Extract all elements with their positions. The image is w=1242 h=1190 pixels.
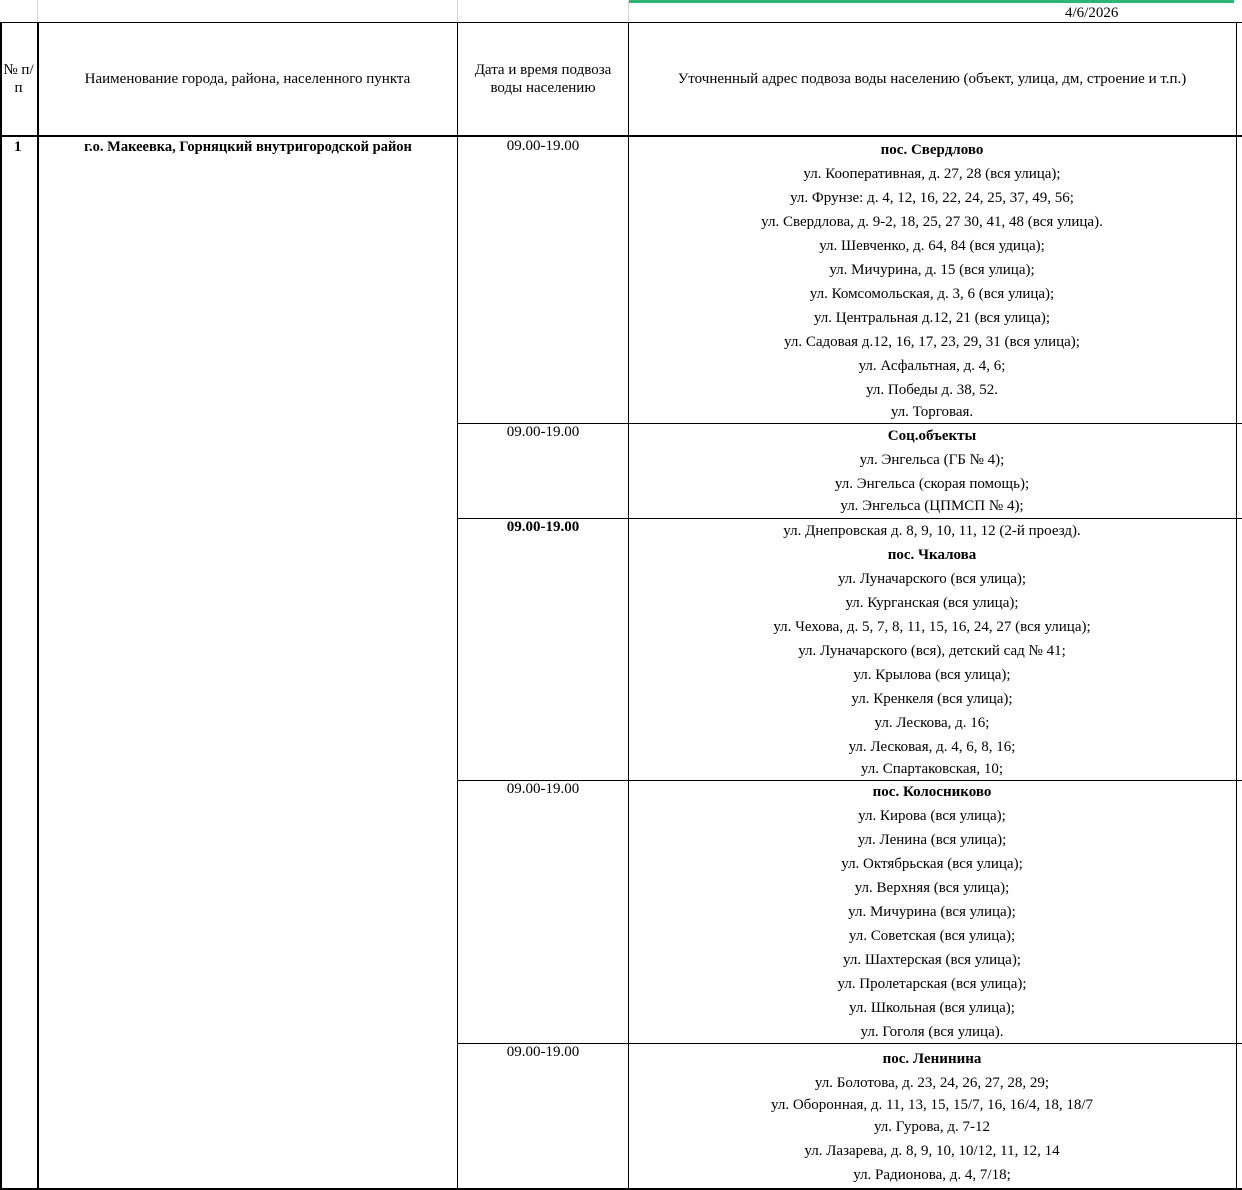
address-line: ул. Верхняя (вся улица); bbox=[854, 880, 1010, 896]
settlement-name: пос. Колосниково bbox=[872, 784, 992, 800]
table-border bbox=[457, 22, 458, 1190]
address-line: ул. Садовая д.12, 16, 17, 23, 29, 31 (вся улица); bbox=[784, 334, 1080, 350]
city-name: г.о. Макеевка, Горняцкий внутригородской район bbox=[84, 139, 412, 155]
address-block bbox=[630, 519, 1234, 779]
address-line: ул. Мичурина, д. 15 (вся улица); bbox=[829, 262, 1035, 278]
column-header-address: Уточненный адрес подвоза воды населению (объект, улица, дм, строение и т.п.) bbox=[677, 70, 1187, 87]
address-line: ул. Комсомольская, д. 3, 6 (вся улица); bbox=[809, 286, 1055, 302]
column-header-num: № п/п bbox=[3, 61, 34, 96]
address-line: ул. Кирова (вся улица); bbox=[858, 808, 1006, 824]
address-line: ул. Мичурина (вся улица); bbox=[848, 904, 1016, 920]
address-line: ул. Луначарского (вся улица); bbox=[837, 571, 1027, 587]
delivery-time: 09.00-19.00 bbox=[506, 519, 580, 535]
address-line: ул. Шевченко, д. 64, 84 (вся удица); bbox=[819, 238, 1045, 254]
address-line: ул. Торговая. bbox=[890, 404, 974, 420]
address-line: ул. Советская (вся улица); bbox=[848, 928, 1016, 944]
column-header-city: Наименование города, района, населенного пункта bbox=[84, 70, 411, 87]
address-line: ул. Кооперативная, д. 27, 28 (вся улица); bbox=[803, 166, 1061, 182]
address-line: ул. Чехова, д. 5, 7, 8, 11, 15, 16, 24, 27 (вся улица); bbox=[773, 619, 1091, 635]
address-line: ул. Свердлова, д. 9-2, 18, 25, 27 30, 41, 48 (вся улица). bbox=[761, 214, 1103, 230]
column-header-time: Дата и время подвоза воды населению bbox=[474, 61, 612, 96]
address-line: ул. Спартаковская, 10; bbox=[860, 761, 1004, 777]
address-block bbox=[630, 780, 1234, 1044]
address-line: ул. Ленина (вся улица); bbox=[857, 832, 1007, 848]
address-line: ул. Болотова, д. 23, 24, 26, 27, 28, 29; bbox=[814, 1075, 1050, 1091]
address-line: ул. Школьная (вся улица); bbox=[849, 1000, 1015, 1016]
address-line: ул. Пролетарская (вся улица); bbox=[837, 976, 1027, 992]
address-line: ул. Лесковая, д. 4, 6, 8, 16; bbox=[848, 739, 1016, 755]
settlement-name: пос. Чкалова bbox=[887, 547, 977, 563]
delivery-time: 09.00-19.00 bbox=[506, 1044, 580, 1060]
table-header bbox=[0, 22, 1242, 137]
address-line: ул. Лескова, д. 16; bbox=[874, 715, 990, 731]
address-line: ул. Кренкеля (вся улица); bbox=[851, 691, 1013, 707]
delivery-time: 09.00-19.00 bbox=[506, 138, 580, 154]
gridline bbox=[457, 0, 458, 22]
row-number: 1 bbox=[14, 139, 22, 155]
gridline bbox=[628, 0, 629, 22]
address-line: ул. Победы д. 38, 52. bbox=[866, 382, 998, 398]
address-line: ул. Оборонная, д. 11, 13, 15, 15/7, 16, 16/4, 18, 18/7 bbox=[771, 1097, 1093, 1113]
address-line: ул. Энгельса (скорая помощь); bbox=[834, 476, 1030, 492]
delivery-time: 09.00-19.00 bbox=[506, 424, 580, 440]
address-line: ул. Курганская (вся улица); bbox=[845, 595, 1019, 611]
address-line: ул. Радионова, д. 4, 7/18; bbox=[853, 1167, 1011, 1183]
table-border bbox=[1236, 22, 1237, 1190]
address-line: ул. Гоголя (вся улица). bbox=[860, 1024, 1004, 1040]
table-border bbox=[628, 22, 629, 1190]
settlement-name: Соц.объекты bbox=[887, 428, 977, 444]
address-line: ул. Энгельса (ЦПМСП № 4); bbox=[840, 498, 1024, 514]
settlement-name: пос. Свердлово bbox=[880, 142, 984, 158]
table-border bbox=[0, 22, 2, 1190]
header-date: 4/6/2026 bbox=[1065, 5, 1119, 21]
address-line: ул. Октябрьская (вся улица); bbox=[841, 856, 1023, 872]
address-line: ул. Шахтерская (вся улица); bbox=[843, 952, 1021, 968]
address-line: ул. Луначарского (вся), детский сад № 41; bbox=[798, 643, 1066, 659]
address-line: ул. Центральная д.12, 21 (вся улица); bbox=[813, 310, 1051, 326]
address-line: ул. Асфальтная, д. 4, 6; bbox=[858, 358, 1006, 374]
address-line: ул. Гурова, д. 7-12 bbox=[873, 1119, 991, 1135]
settlement-name: пос. Ленинина bbox=[882, 1051, 982, 1067]
address-line: ул. Лазарева, д. 8, 9, 10, 10/12, 11, 12, 14 bbox=[804, 1143, 1060, 1159]
address-block bbox=[630, 1047, 1234, 1187]
header-date-row bbox=[0, 3, 1242, 23]
address-line: ул. Энгельса (ГБ № 4); bbox=[859, 452, 1005, 468]
gridline bbox=[37, 0, 38, 22]
table-border bbox=[37, 22, 39, 1190]
address-line: ул. Крылова (вся улица); bbox=[853, 667, 1011, 683]
address-line: ул. Фрунзе: д. 4, 12, 16, 22, 24, 25, 37, 49, 56; bbox=[790, 190, 1074, 206]
address-block bbox=[630, 138, 1234, 422]
address-block bbox=[630, 424, 1234, 516]
delivery-time: 09.00-19.00 bbox=[506, 781, 580, 797]
address-line: ул. Днепровская д. 8, 9, 10, 11, 12 (2-й проезд). bbox=[783, 523, 1081, 539]
